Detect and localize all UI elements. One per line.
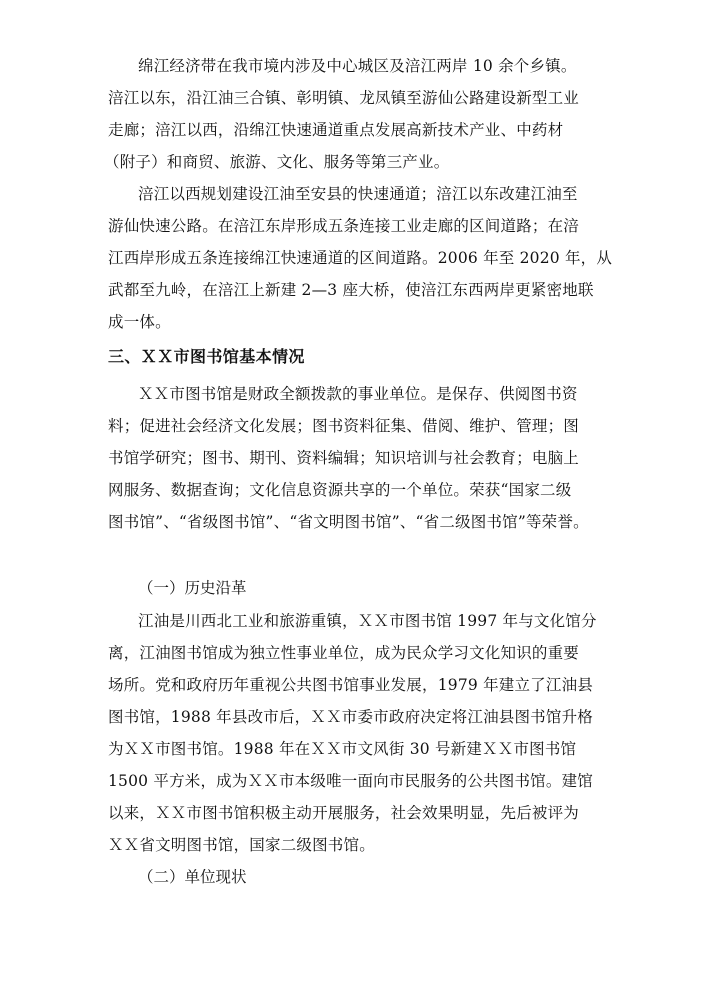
paragraph-4-line-5: 为ＸＸ市图书馆。1988 年在ＸＸ市文风街 30 号新建ＸＸ市图书馆 (108, 740, 577, 758)
section-3-heading: 三、ＸＸ市图书馆基本情况 (108, 347, 305, 366)
paragraph-3-line-4: 网服务、数据查询；文化信息资源共享的一个单位。荣获“国家二级 (108, 481, 572, 499)
paragraph-4-line-2: 离，江油图书馆成为独立性事业单位，成为民众学习文化知识的重要 (108, 644, 580, 662)
paragraph-1-line-2: 涪江以东，沿江油三合镇、彰明镇、龙凤镇至游仙公路建设新型工业 (108, 89, 580, 107)
subsection-1-heading: （一）历史沿革 (138, 579, 247, 597)
paragraph-1-line-1: 绵江经济带在我市境内涉及中心城区及涪江两岸 10 余个乡镇。 (138, 57, 577, 75)
paragraph-2-line-2: 游仙快速公路。在涪江东岸形成五条连接工业走廊的区间道路；在涪 (108, 217, 580, 235)
paragraph-4-line-7: 以来，ＸＸ市图书馆积极主动开展服务，社会效果明显，先后被评为 (108, 804, 580, 822)
paragraph-4-line-6: 1500 平方米，成为ＸＸ市本级唯一面向市民服务的公共图书馆。建馆 (108, 772, 593, 790)
subsection-2-heading: （二）单位现状 (138, 868, 247, 886)
paragraph-1-line-4: （附子）和商贸、旅游、文化、服务等第三产业。 (104, 153, 450, 171)
paragraph-4-line-8: ＸＸ省文明图书馆，国家二级图书馆。 (108, 836, 375, 854)
paragraph-2-line-3: 江西岸形成五条连接绵江快速通道的区间道路。2006 年至 2020 年，从 (108, 249, 613, 267)
paragraph-4-line-1: 江油是川西北工业和旅游重镇，ＸＸ市图书馆 1997 年与文化馆分 (138, 612, 597, 630)
paragraph-2-line-5: 成一体。 (108, 313, 171, 331)
paragraph-3-line-1: ＸＸ市图书馆是财政全额拨款的事业单位。是保存、供阅图书资 (138, 385, 578, 403)
paragraph-4-line-3: 场所。党和政府历年重视公共图书馆事业发展，1979 年建立了江油县 (108, 676, 593, 694)
paragraph-2-line-1: 涪江以西规划建设江油至安县的快速通道；涪江以东改建江油至 (138, 185, 578, 203)
paragraph-3-line-2: 料；促进社会经济文化发展；图书资料征集、借阅、维护、管理；图 (108, 417, 580, 435)
paragraph-4-line-4: 图书馆，1988 年县改市后，ＸＸ市委市政府决定将江油县图书馆升格 (108, 708, 593, 726)
paragraph-3-line-5: 图书馆”、“省级图书馆”、“省文明图书馆”、“省二级图书馆”等荣誉。 (108, 513, 589, 531)
paragraph-2-line-4: 武都至九岭，在涪江上新建 2—3 座大桥，使涪江东西两岸更紧密地联 (108, 281, 594, 299)
paragraph-1-line-3: 走廊；涪江以西，沿绵江快速通道重点发展高新技术产业、中药材 (108, 121, 564, 139)
paragraph-3-line-3: 书馆学研究；图书、期刊、资料编辑；知识培训与社会教育；电脑上 (108, 449, 580, 467)
